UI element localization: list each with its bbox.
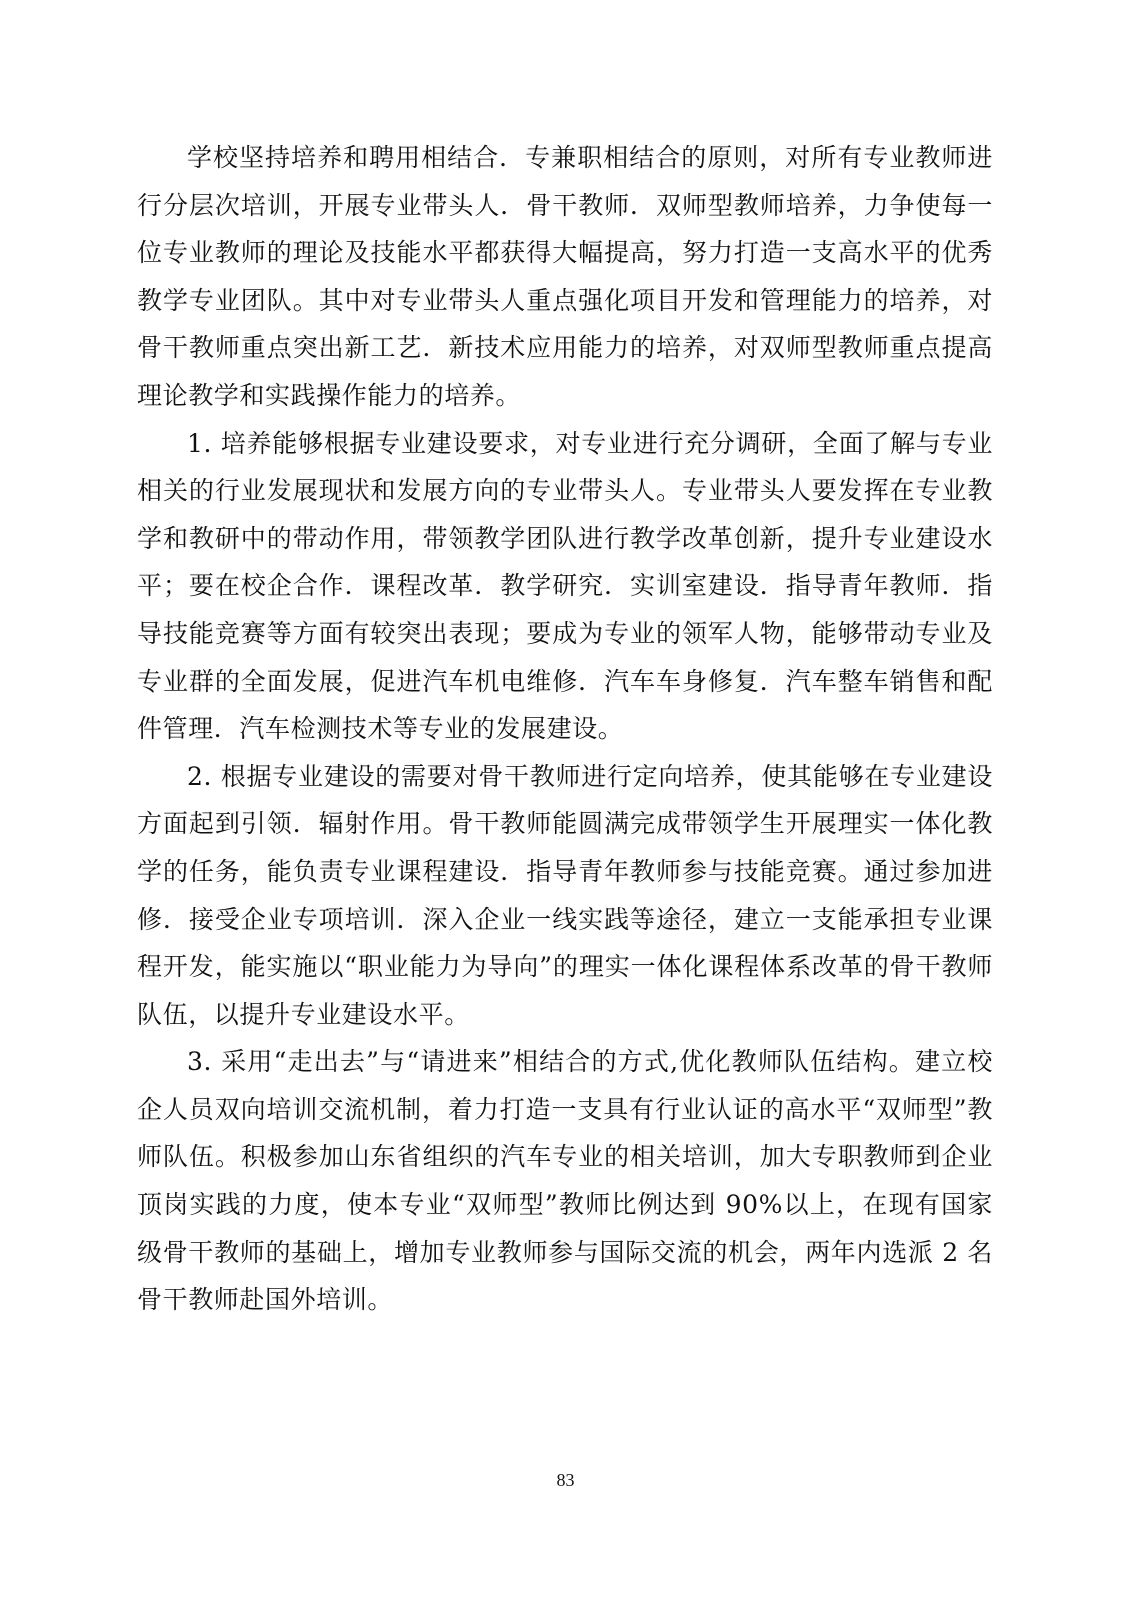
body-text xyxy=(137,134,993,1324)
paragraph-item-3: 3. 采用“走出去”与“请进来”相结合的方式,优化教师队伍结构。建立校企人员双向培训交流机制，着力打造一支具有行业认证的高水平“双师型”教师队伍。积极参加山东省组织的汽车专业的相关培训，加大专职教师到企业顶岗实践的力度，使本专业“双师型”教师比例达到 90%以上，在现有国家级骨干教师的基础上，增加专业教师参与国际交流的机会，两年内选派 2 名骨干教师赴国外培训。 xyxy=(137,1047,993,1315)
paragraph-item-2: 2. 根据专业建设的需要对骨干教师进行定向培养，使其能够在专业建设方面起到引领．辐射作用。骨干教师能圆满完成带领学生开展理实一体化教学的任务，能负责专业课程建设．指导青年教师参与技能竞赛。通过参加进修．接受企业专项培训．深入企业一线实践等途径，建立一支能承担专业课程开发，能实施以“职业能力为导向”的理实一体化课程体系改革的骨干教师队伍，以提升专业建设水平。 xyxy=(137,761,993,1029)
paragraph-item-1: 1. 培养能够根据专业建设要求，对专业进行充分调研，全面了解与专业相关的行业发展现状和发展方向的专业带头人。专业带头人要发挥在专业教学和教研中的带动作用，带领教学团队进行教学改革创新，提升专业建设水平；要在校企合作．课程改革．教学研究．实训室建设．指导青年教师．指导技能竞赛等方面有较突出表现；要成为专业的领军人物，能够带动专业及专业群的全面发展，促进汽车机电维修．汽车车身修复．汽车整车销售和配件管理．汽车检测技术等专业的发展建设。 xyxy=(137,428,993,744)
paragraph-intro: 学校坚持培养和聘用相结合．专兼职相结合的原则，对所有专业教师进行分层次培训，开展专业带头人．骨干教师．双师型教师培养，力争使每一位专业教师的理论及技能水平都获得大幅提高，努力打造一支高水平的优秀教学专业团队。其中对专业带头人重点强化项目开发和管理能力的培养，对骨干教师重点突出新工艺．新技术应用能力的培养，对双师型教师重点提高理论教学和实践操作能力的培养。 xyxy=(137,143,993,410)
page-number: 83 xyxy=(556,1470,575,1490)
